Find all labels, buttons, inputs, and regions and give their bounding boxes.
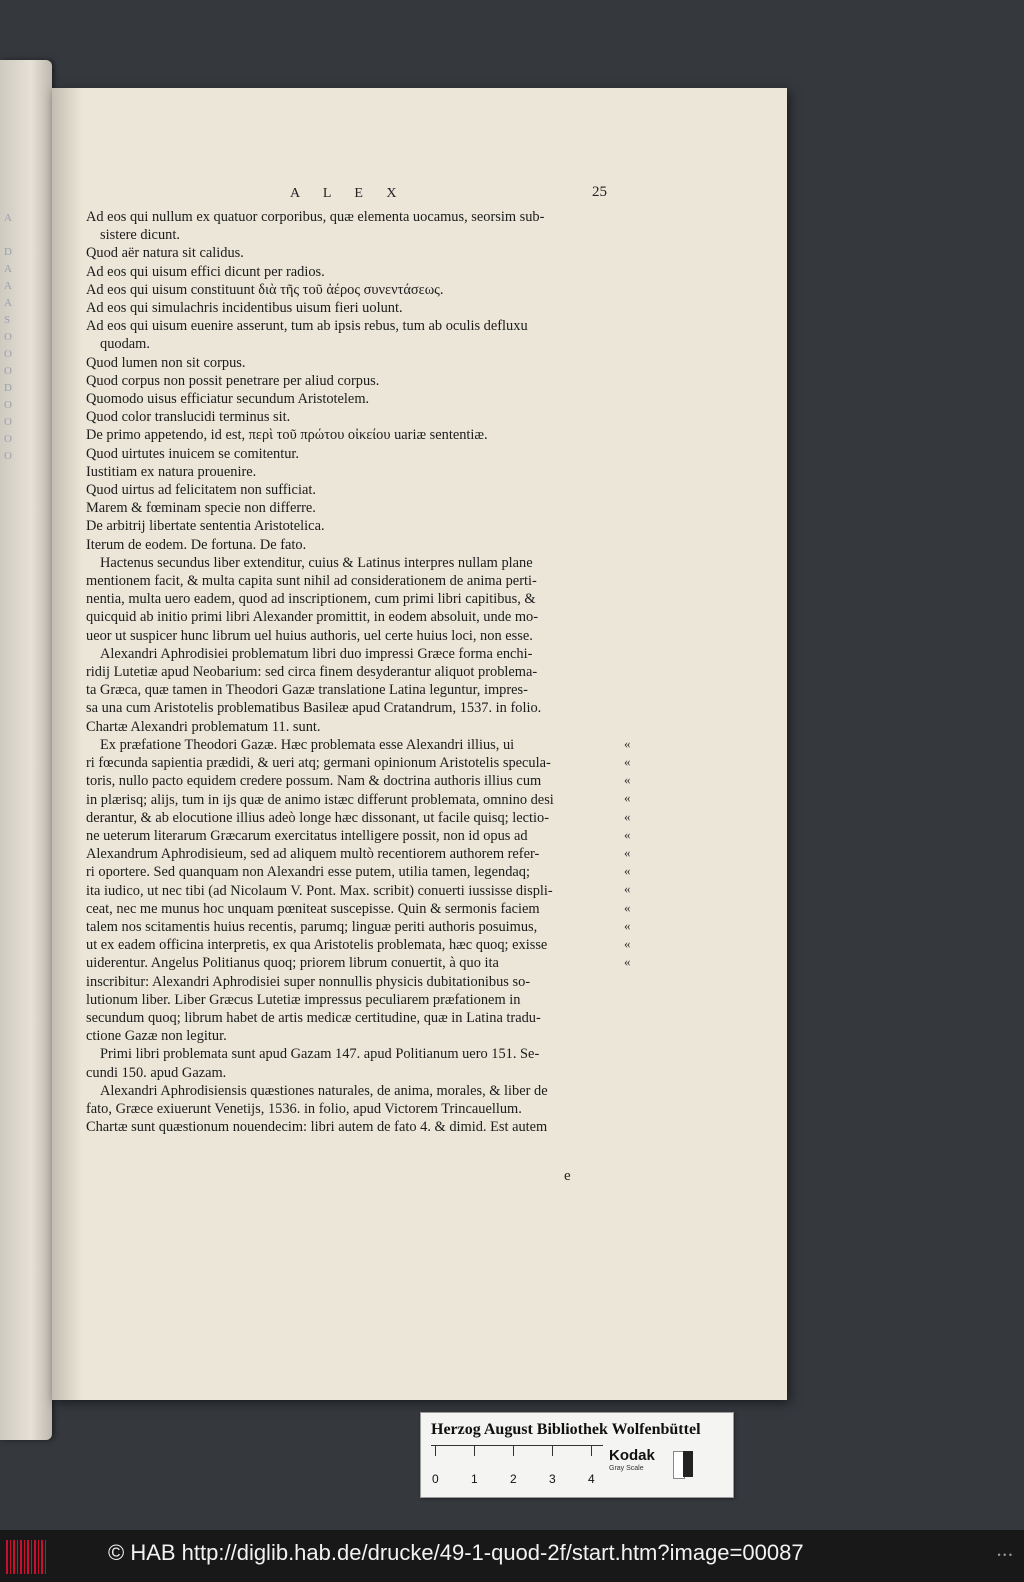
quote-mark: « <box>624 954 631 970</box>
ruler-tick <box>474 1446 475 1456</box>
text-line: Quod uirtus ad felicitatem non sufficiat. <box>86 482 316 499</box>
quote-mark: « <box>624 790 631 806</box>
running-head: A L E X <box>290 186 407 201</box>
page-body-text <box>86 208 631 1136</box>
quote-mark: « <box>624 808 631 824</box>
text-line: Alexandri Aphrodisiei problematum libri duo impressi Græce forma enchi- <box>100 645 533 662</box>
text-line: ceat, nec me munus hoc unquam pœniteat suscepisse. Quin & sermonis faciem <box>86 900 540 917</box>
text-line: ri fœcunda sapientia prædidi, & ueri atq; germani opinionum Aristotelis specula- <box>86 755 551 772</box>
text-line: mentionem facit, & multa capita sunt nihil ad considerationem de anima perti- <box>86 573 537 590</box>
text-line: Hactenus secundus liber extenditur, cuius & Latinus interpres nullam plane <box>100 554 533 571</box>
text-line: cundi 150. apud Gazam. <box>86 1064 227 1081</box>
text-line: fato, Græce exiuerunt Venetijs, 1536. in folio, apud Victorem Trincauellum. <box>86 1100 522 1117</box>
quote-mark: « <box>624 863 631 879</box>
text-line: toris, nullo pacto equidem credere possum. Nam & doctrina authoris illius cum <box>86 773 542 790</box>
text-line: ta Græca, quæ tamen in Theodori Gazæ translatione Latina leguntur, impres- <box>86 682 528 699</box>
color-target <box>420 1412 734 1498</box>
ruler-tick-label: 4 <box>588 1472 595 1486</box>
black-swatch <box>683 1451 693 1477</box>
left-page-edge <box>0 60 52 1440</box>
text-line: Chartæ sunt quæstionum nouendecim: libri autem de fato 4. & dimid. Est autem <box>86 1119 548 1136</box>
text-line: secundum quoq; librum habet de artis medicæ certitudine, quæ in Latina tradu- <box>86 1009 541 1026</box>
text-line: Quod lumen non sit corpus. <box>86 354 246 371</box>
page-gutter-shadow <box>52 88 82 1400</box>
quote-mark: « <box>624 881 631 897</box>
text-line: quicquid ab initio primi libri Alexander promittit, in eodem absoluit, unde mo- <box>86 609 539 626</box>
text-line: Iustitiam ex natura prouenire. <box>86 463 257 480</box>
ruler-tick-label: 0 <box>432 1472 439 1486</box>
text-line: sistere dicunt. <box>100 227 180 244</box>
ruler-tick <box>552 1446 553 1456</box>
quote-mark: « <box>624 917 631 933</box>
text-line: ita iudico, ut nec tibi (ad Nicolaum V. Pont. Max. scribit) conuerti iussisse displi- <box>86 882 553 899</box>
text-line: nentia, multa uero eadem, quod ad inscriptionem, cum primi libri capitibus, & <box>86 591 536 608</box>
quote-mark: « <box>624 936 631 951</box>
quote-mark: « <box>624 826 631 842</box>
quote-mark: « <box>624 899 631 915</box>
text-line: ut ex eadem officina interpretis, ex qua Aristotelis problemata, hæc quoq; exisse <box>86 937 548 954</box>
text-line: sa una cum Aristotelis problematibus Basileæ apud Cratandrum, 1537. in folio. <box>86 700 542 717</box>
text-line: Alexandri Aphrodisiensis quæstiones naturales, de anima, morales, & liber de <box>100 1082 548 1099</box>
text-line: Ad eos qui nullum ex quatuor corporibus, quæ elementa uocamus, seorsim sub- <box>86 209 545 225</box>
text-line: Quod aër natura sit calidus. <box>86 245 244 262</box>
quote-mark: « <box>624 845 631 860</box>
text-line: Chartæ Alexandri problematum 11. sunt. <box>86 718 321 735</box>
text-line: derantur, & ab elocutione illius adeò longe hæc dissonant, ut facile quisq; lectio- <box>86 809 550 826</box>
ruler-tick <box>435 1446 436 1456</box>
text-line: Ad eos qui simulachris incidentibus uisum fieri uolunt. <box>86 300 403 317</box>
text-line: Ad eos qui uisum euenire asserunt, tum ab ipsis rebus, tum ab oculis defluxu <box>86 318 528 335</box>
page-number: 25 <box>592 184 607 200</box>
text-line: Alexandrum Aphrodisieum, sed ad aliquem multò recentiorem authorem refer- <box>86 846 540 863</box>
text-line: Ad eos qui uisum constituunt διὰ τῆς τοῦ ἀέρος συνεντάσεως. <box>86 281 444 298</box>
ruler-tick <box>513 1446 514 1456</box>
text-line: ridij Lutetiæ apud Neobarium: sed circa finem desyderantur aliquot problema- <box>86 664 538 681</box>
text-line: in plærisq; alijs, tum in ijs quæ de animo istæc differunt problemata, omnino desi <box>86 791 554 808</box>
text-line: De arbitrij libertate sententia Aristotelica. <box>86 518 325 535</box>
gray-scale-label: Gray Scale <box>609 1465 644 1472</box>
text-line: Ad eos qui uisum effici dicunt per radios. <box>86 263 325 280</box>
text-line: Quomodo uisus efficiatur secundum Aristotelem. <box>86 391 370 408</box>
dots-icon: • • • <box>997 1550 1012 1560</box>
ruler-tick <box>591 1446 592 1456</box>
text-line: quodam. <box>100 336 150 353</box>
text-line: talem nos scitamentis huius recentis, parumq; linguæ periti authoris posuimus, <box>86 918 538 935</box>
book-page <box>52 88 787 1400</box>
text-line: ne ueterum literarum Græcarum exercitatus intelligere possit, non id opus ad <box>86 827 528 844</box>
text-line: ctione Gazæ non legitur. <box>86 1028 227 1045</box>
text-line: Iterum de eodem. De fortuna. De fato. <box>86 536 307 553</box>
source-url: © HAB http://diglib.hab.de/drucke/49-1-quod-2f/start.htm?image=00087 <box>108 1540 804 1565</box>
text-line: ueor ut suspicer hunc librum uel huius authoris, uel certe huius loci, non esse. <box>86 627 533 644</box>
text-line: Ex præfatione Theodori Gazæ. Hæc problemata esse Alexandri illius, ui <box>100 736 515 753</box>
text-line: Quod corpus non possit penetrare per aliud corpus. <box>86 372 380 389</box>
ruler-tick-label: 3 <box>549 1472 556 1486</box>
quote-mark: « <box>624 735 631 751</box>
ruler-scale <box>431 1445 603 1488</box>
text-line: inscribitur: Alexandri Aphrodisiei super nonnullis physicis dubitationibus so- <box>86 973 531 990</box>
text-line: uiderentur. Angelus Politianus quoq; priorem librum conuertit, à quo ita <box>86 955 499 972</box>
footer-bar <box>0 1530 1024 1582</box>
ruler-tick-label: 2 <box>510 1472 517 1486</box>
left-page-edge-text: A D A A A S O O O D O O O O <box>4 212 12 462</box>
signature-mark: e <box>564 1168 571 1184</box>
text-line: Marem & fœminam specie non differre. <box>86 500 316 517</box>
text-line: lutionum liber. Liber Græcus Lutetiæ impressus peculiarem præfationem in <box>86 991 521 1008</box>
text-line: Quod uirtutes inuicem se comitentur. <box>86 445 300 462</box>
ruler-tick-label: 1 <box>471 1472 478 1486</box>
hab-logo-icon <box>6 1540 46 1574</box>
quote-mark: « <box>624 754 631 769</box>
text-line: Quod color translucidi terminus sit. <box>86 409 291 426</box>
text-line: ri oportere. Sed quanquam non Alexandri esse putem, utilia tamen, legendaq; <box>86 864 530 881</box>
text-line: Primi libri problemata sunt apud Gazam 147. apud Politianum uero 151. Se- <box>100 1046 540 1063</box>
library-name: Herzog August Bibliothek Wolfenbüttel <box>431 1421 701 1438</box>
text-line: De primo appetendo, id est, περὶ τοῦ πρώτου οἰκείου uariæ sententiæ. <box>86 427 488 444</box>
quote-mark: « <box>624 772 631 788</box>
kodak-brand: Kodak <box>609 1447 655 1464</box>
